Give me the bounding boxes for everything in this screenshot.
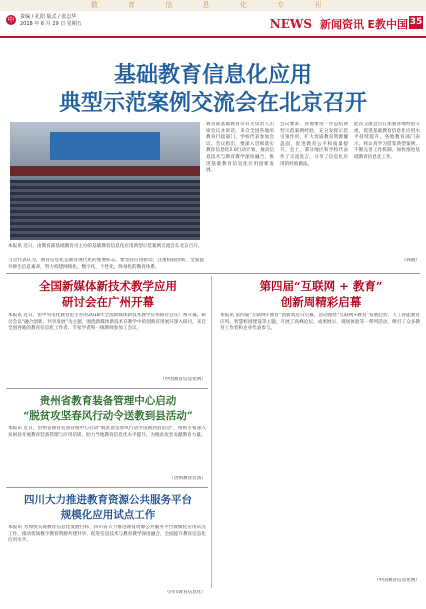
news-label: NEWS	[269, 17, 312, 31]
internet-article: 本报讯 第四届“互联网+教育”创新周近日启幕，活动围绕“互联网+教育”发展趋势、人工智能教育应用、智慧校园建设等主题，开展了高峰论坛、成果展示、现场体验等一系列活动，吸引了众多教育工作者和企业代表参与。	[220, 313, 420, 332]
column-divider	[211, 276, 212, 588]
paper-logo-icon: 中	[7, 16, 15, 24]
audience	[10, 180, 200, 240]
main-headline-line1: 基础教育信息化应用	[113, 63, 312, 88]
guizhou-source: （贵州教育装备）	[169, 476, 206, 481]
guizhou-headline-line2: “脱贫攻坚春风行动令送教到县活动”	[23, 410, 193, 422]
sichuan-headline-line2: 规模化应用试点工作	[60, 509, 156, 521]
internet-headline-line2: 创新周精彩启幕	[280, 295, 362, 309]
guizhou-headline-line1: 贵州省教育装备管理中心启动	[39, 395, 177, 407]
date-line: 2018 年 6 月 29 日 星期五	[20, 21, 82, 27]
sichuan-article: 本报讯 为加快实现教育信息化发展目标，四川省大力推进教育资源公共服务平台规模化应用试点工作，推动优质数字教育资源共建共享，促进信息技术与教育教学深度融合，全面提升教育信息化应用水平。	[8, 525, 206, 544]
lead-article-source: （韩晓）	[401, 258, 420, 263]
masthead-info	[20, 14, 82, 28]
page-number: 35	[409, 17, 423, 27]
conference-photo	[10, 122, 200, 240]
paper-name: E教中国	[367, 18, 408, 31]
training-headline-line1: 全国新媒体新技术教学应用	[39, 279, 177, 293]
photo-caption: 本报讯 近日，由教育部基础教育司主办的基础教育信息化应用典型示范案例交流会在北京召开。	[8, 244, 203, 249]
sichuan-source: （四川教育信息化）	[164, 590, 206, 595]
editor-line: 责编 / 孔阳 版式 / 张志华	[20, 14, 77, 20]
section-divider	[6, 388, 208, 389]
section-divider	[6, 487, 208, 488]
sichuan-headline-line1: 四川大力推进教育资源公共服务平台	[24, 494, 192, 506]
column-name: 新闻资讯	[320, 18, 364, 31]
section-banner: 教 育 信 息 化 专 刊	[0, 0, 426, 11]
training-article: 本报讯 近日，由中央电化教育馆主办的2018年全国新媒体新技术教学应用研讨会在广州开幕。研讨会以“融合创新、共享发展”为主题，围绕新媒体新技术在教学中的创新应用展开深入研讨，来自全国各地的教育信息化工作者、专家学者和一线教师参加了会议。	[8, 313, 206, 332]
stage-table	[10, 166, 200, 176]
section-divider	[6, 273, 420, 274]
guizhou-article: 本报讯 近日，贵州省教育装备管理中心启动“脱贫攻坚春风行动令送教到县活动”，组织专家深入贫困县开展教育装备管理与应用培训，助力当地教育信息化水平提升，为脱贫攻坚贡献教育力量。	[8, 426, 206, 438]
internet-source: （中国教育信息化网）	[374, 578, 420, 583]
training-source: （中国教育信息化网）	[160, 377, 206, 382]
lead-article-col2: 会议要求，各地要进一步总结典型示范案例经验，充分发挥示范引领作用，扩大优质教育资源覆盖面，促进教育公平和质量提升。会上，部分地区和学校代表作了交流发言，分享了信息化应用的经验做法。	[280, 122, 348, 167]
masthead	[0, 11, 426, 38]
internet-headline-line1: 第四届“互联网 + 教育”	[259, 279, 383, 293]
lead-article-col1: 教育部基础教育司有关负责人出席会议并讲话，来自全国各地的教育行政部门、学校代表参加会议。会议指出，要深入贯彻落实教育信息化2.0行动计划，推动信息技术与教育教学深度融合，推进基础教育信息化应用创新发展。	[206, 122, 274, 174]
lead-article-col4: 与会代表认为，教育信息化是教育现代化的重要标志。要坚持应用驱动，注重机制创新，全面提升师生信息素养，努力构建网络化、数字化、个性化、终身化的教育体系。	[8, 258, 204, 270]
training-headline-line2: 研讨会在广州开幕	[62, 295, 154, 309]
main-headline-line2: 典型示范案例交流会在北京召开	[58, 91, 367, 116]
lead-article-col3: 此次交流会旨在加强各地经验交流，促进基础教育信息化应用水平持续提升。各地教育部门表示，将认真学习借鉴典型案例，不断完善工作机制，加快推进基础教育信息化工作。	[354, 122, 420, 160]
stage-screen	[50, 132, 160, 160]
